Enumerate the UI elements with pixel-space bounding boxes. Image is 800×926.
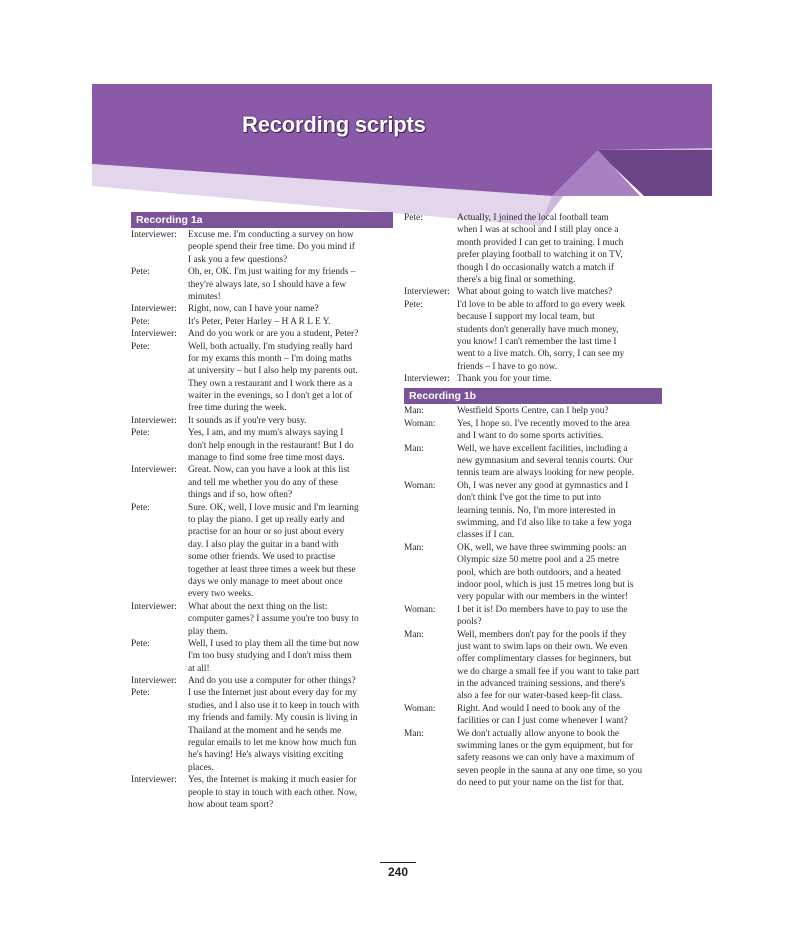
transcript-line — [131, 588, 393, 600]
transcript-line — [404, 237, 662, 249]
line-text: free time during the week. — [188, 403, 287, 414]
transcript-line — [131, 774, 393, 786]
line-text: Well, members don't pay for the pools if they — [457, 629, 627, 640]
transcript-line — [404, 715, 662, 727]
transcript-line — [404, 405, 662, 417]
transcript-line — [404, 311, 662, 323]
line-text: people to stay in touch with each other. Now, — [188, 787, 358, 798]
line-text: classes if I can. — [457, 530, 515, 541]
line-text: month provided I can get to training. I much — [457, 237, 624, 248]
transcript-line — [131, 402, 393, 414]
transcript-line — [131, 700, 393, 712]
line-text: things and if so, how often? — [188, 490, 293, 501]
line-text: It's Peter, Peter Harley – H A R L E Y. — [188, 316, 331, 327]
transcript-line — [131, 749, 393, 761]
speaker-label: Pete: — [131, 502, 150, 513]
transcript-line — [131, 601, 393, 613]
transcript-line — [131, 440, 393, 452]
line-text: indoor pool, which is just 15 metres long but is — [457, 579, 634, 590]
line-text: safety reasons we can only have a maximum of — [457, 753, 635, 764]
line-text: learning tennis. No, I'm more interested in — [457, 505, 616, 516]
speaker-label: Interviewer: — [131, 601, 177, 612]
transcript-line — [131, 254, 393, 266]
speaker-label: Pete: — [131, 638, 150, 649]
line-text: I'm too busy studying and I don't miss them — [188, 651, 352, 662]
transcript-line — [131, 626, 393, 638]
transcript-line — [131, 291, 393, 303]
line-text: Well, both actually. I'm studying really hard — [188, 341, 353, 352]
transcript-line — [404, 529, 662, 541]
transcript-line — [131, 502, 393, 514]
line-text: some other friends. We used to practise — [188, 552, 336, 563]
line-text: Thank you for your time. — [457, 374, 552, 385]
line-text: Yes, the Internet is making it much easier for — [188, 775, 357, 786]
transcript-line — [131, 787, 393, 799]
line-text: I ask you a few questions? — [188, 254, 288, 265]
speaker-label: Interviewer: — [404, 287, 450, 298]
line-text: Right, now, can I have your name? — [188, 304, 319, 315]
line-text: minutes! — [188, 291, 221, 302]
transcript-line — [131, 539, 393, 551]
line-text: and I want to do some sports activities. — [457, 431, 604, 442]
line-text: Great. Now, can you have a look at this list — [188, 465, 350, 476]
speaker-label: Man: — [404, 542, 424, 553]
line-text: computer games? I assume you're too busy to — [188, 614, 359, 625]
transcript-line — [404, 212, 662, 224]
line-text: I'd love to be able to afford to go every week — [457, 299, 626, 310]
transcript-line — [404, 591, 662, 603]
line-text: don't help enough in the restaurant! But I do — [188, 440, 354, 451]
speaker-label: Pete: — [131, 688, 150, 699]
transcript-line — [131, 266, 393, 278]
line-text: pools? — [457, 617, 482, 628]
transcript-line — [404, 443, 662, 455]
line-text: seven people in the sauna at any one time, so you — [457, 765, 643, 776]
section-heading-recording-1a: Recording 1a — [131, 212, 393, 228]
line-text: to play the piano. I get up really early and — [188, 514, 345, 525]
line-text: Actually, I joined the local football team — [457, 213, 609, 223]
speaker-label: Interviewer: — [131, 304, 177, 315]
transcript-line — [404, 567, 662, 579]
line-text: you know! I can't remember the last time I — [457, 336, 617, 347]
transcript-line — [404, 480, 662, 492]
speaker-label: Pete: — [131, 341, 150, 352]
transcript-line — [404, 418, 662, 430]
transcript-line — [131, 799, 393, 811]
speaker-label: Pete: — [131, 428, 150, 439]
line-text: every two weeks. — [188, 589, 254, 600]
transcript-line — [404, 666, 662, 678]
transcript-1b — [404, 405, 662, 789]
transcript-line — [404, 324, 662, 336]
transcript-1a — [131, 229, 393, 811]
transcript-line — [404, 554, 662, 566]
transcript-line — [131, 341, 393, 353]
transcript-line — [404, 641, 662, 653]
transcript-line — [404, 373, 662, 385]
speaker-label: Interviewer: — [131, 230, 177, 240]
line-text: Excuse me. I'm conducting a survey on how — [188, 230, 354, 240]
transcript-line — [404, 299, 662, 311]
speaker-label: Man: — [404, 728, 424, 739]
transcript-line — [131, 663, 393, 675]
line-text: at all! — [188, 663, 210, 674]
line-text: because I support my local team, but — [457, 312, 595, 323]
line-text: just want to swim laps on their own. We even — [457, 641, 628, 652]
speaker-label: Man: — [404, 629, 424, 640]
line-text: Well, we have excellent facilities, including a — [457, 443, 628, 454]
transcript-line — [404, 678, 662, 690]
right-column — [404, 212, 662, 790]
transcript-line — [131, 328, 393, 340]
line-text: days we only manage to meet about once — [188, 576, 343, 587]
transcript-line — [404, 286, 662, 298]
line-text: And do you use a computer for other things? — [188, 676, 356, 687]
transcript-line — [404, 653, 662, 665]
line-text: studies, and I also use it to keep in touch with — [188, 700, 360, 711]
speaker-label: Pete: — [404, 299, 423, 310]
speaker-label: Interviewer: — [131, 465, 177, 476]
line-text: friends – I have to go now. — [457, 361, 558, 372]
line-text: Westfield Sports Centre, can I help you? — [457, 406, 609, 417]
transcript-line — [404, 728, 662, 740]
line-text: Well, I used to play them all the time but now — [188, 638, 360, 649]
line-text: places. — [188, 762, 214, 773]
transcript-line — [404, 430, 662, 442]
line-text: they're always late, so I should have a few — [188, 279, 347, 290]
transcript-line — [131, 365, 393, 377]
transcript-line — [404, 703, 662, 715]
transcript-line — [404, 249, 662, 261]
line-text: we do charge a small fee if you want to take part — [457, 666, 640, 677]
line-text: Olympic size 50 metre pool and a 25 metre — [457, 555, 619, 566]
transcript-line — [131, 687, 393, 699]
line-text: Thailand at the moment and he sends me — [188, 725, 342, 736]
line-text: very popular with our members in the winter! — [457, 592, 629, 603]
line-text: together at least three times a week but these — [188, 564, 356, 575]
speaker-label: Interviewer: — [131, 775, 177, 786]
speaker-label: Pete: — [131, 316, 150, 327]
speaker-label: Woman: — [404, 604, 436, 615]
transcript-line — [131, 427, 393, 439]
line-text: tennis team are always looking for new people. — [457, 468, 635, 479]
line-text: how about team sport? — [188, 799, 274, 810]
line-text: for my exams this month – I'm doing maths — [188, 353, 352, 364]
line-text: It sounds as if you're very busy. — [188, 415, 307, 426]
page-title: Recording scripts — [242, 112, 426, 137]
transcript-line — [404, 765, 662, 777]
transcript-line — [131, 279, 393, 291]
transcript-line — [404, 361, 662, 373]
speaker-label: Woman: — [404, 703, 436, 714]
transcript-line — [131, 638, 393, 650]
line-text: We don't actually allow anyone to book the — [457, 728, 620, 739]
speaker-label: Interviewer: — [131, 415, 177, 426]
speaker-label: Interviewer: — [131, 676, 177, 687]
line-text: went to a live match. Oh, sorry, I can see my — [457, 349, 625, 360]
transcript-line — [131, 303, 393, 315]
line-text: my friends and family. My cousin is living in — [188, 713, 358, 724]
transcript-line — [404, 604, 662, 616]
left-column — [131, 212, 393, 811]
transcript-line — [131, 390, 393, 402]
line-text: students don't generally have much money, — [457, 324, 619, 335]
page-number: 240 — [380, 862, 416, 879]
transcript-line — [404, 467, 662, 479]
line-text: I bet it is! Do members have to pay to use the — [457, 604, 628, 615]
transcript-line — [131, 229, 393, 241]
line-text: They own a restaurant and I work there as a — [188, 378, 353, 389]
line-text: I use the Internet just about every day for my — [188, 688, 357, 699]
transcript-line — [131, 316, 393, 328]
transcript-1a-continued — [404, 212, 662, 385]
line-text: Oh, er, OK. I'm just waiting for my friends – — [188, 267, 356, 278]
transcript-line — [131, 576, 393, 588]
transcript-line — [404, 348, 662, 360]
transcript-line — [404, 262, 662, 274]
line-text: manage to find some free time most days. — [188, 453, 345, 464]
line-text: What about the next thing on the list: — [188, 601, 328, 612]
line-text: waiter in the evenings, so I don't get a lot of — [188, 391, 353, 402]
speaker-label: Interviewer: — [404, 374, 450, 385]
transcript-line — [131, 452, 393, 464]
section-heading-recording-1b: Recording 1b — [404, 388, 662, 404]
transcript-line — [131, 650, 393, 662]
line-text: swimming lanes or the gym equipment, but for — [457, 741, 634, 752]
transcript-line — [404, 336, 662, 348]
speaker-label: Man: — [404, 443, 424, 454]
transcript-line — [404, 455, 662, 467]
transcript-line — [404, 579, 662, 591]
transcript-line — [404, 740, 662, 752]
speaker-label: Woman: — [404, 480, 436, 491]
line-text: there's a big final or something. — [457, 274, 576, 285]
transcript-line — [131, 526, 393, 538]
line-text: Yes, I hope so. I've recently moved to the area — [457, 418, 630, 429]
line-text: he's having! He's always visiting exciting — [188, 750, 344, 761]
transcript-line — [131, 378, 393, 390]
line-text: and tell me whether you do any of these — [188, 477, 338, 488]
line-text: facilities or can I just come whenever I want? — [457, 716, 628, 727]
line-text: offer complimentary classes for beginners, but — [457, 654, 632, 665]
line-text: And do you work or are you a student, Peter? — [188, 329, 359, 340]
transcript-line — [131, 551, 393, 563]
transcript-line — [404, 629, 662, 641]
line-text: when I was at school and I still play once a — [457, 225, 619, 236]
transcript-line — [404, 777, 662, 789]
transcript-line — [404, 224, 662, 236]
line-text: at university – but I also help my parents out. — [188, 366, 358, 377]
transcript-line — [131, 762, 393, 774]
speaker-label: Man: — [404, 406, 424, 417]
transcript-line — [404, 752, 662, 764]
speaker-label: Pete: — [404, 213, 423, 223]
line-text: prefer playing football to watching it on TV, — [457, 250, 623, 261]
transcript-line — [131, 564, 393, 576]
transcript-line — [404, 517, 662, 529]
line-text: play them. — [188, 626, 228, 637]
line-text: What about going to watch live matches? — [457, 287, 613, 298]
transcript-line — [404, 274, 662, 286]
line-text: don't think I've got the time to put into — [457, 493, 601, 504]
transcript-line — [131, 241, 393, 253]
transcript-line — [404, 542, 662, 554]
line-text: Oh, I was never any good at gymnastics and I — [457, 480, 629, 491]
line-text: in the advanced training sessions, and there's — [457, 679, 626, 690]
line-text: practise for an hour or so just about every — [188, 527, 345, 538]
transcript-line — [131, 514, 393, 526]
speaker-label: Pete: — [131, 267, 150, 278]
line-text: Yes, I am, and my mum's always saying I — [188, 428, 344, 439]
line-text: regular emails to let me know how much fun — [188, 738, 357, 749]
line-text: also a fee for our water-based keep-fit class. — [457, 691, 623, 702]
transcript-line — [131, 489, 393, 501]
transcript-line — [131, 725, 393, 737]
transcript-line — [404, 505, 662, 517]
line-text: Right. And would I need to book any of the — [457, 703, 620, 714]
line-text: people spend their free time. Do you mind if — [188, 242, 355, 253]
transcript-line — [131, 477, 393, 489]
transcript-line — [131, 737, 393, 749]
transcript-line — [131, 415, 393, 427]
transcript-line — [404, 616, 662, 628]
line-text: do need to put your name on the list for that. — [457, 778, 624, 789]
line-text: pool, which are both outdoors, and a heated — [457, 567, 621, 578]
transcript-line — [131, 613, 393, 625]
line-text: though I do occasionally watch a match if — [457, 262, 614, 273]
transcript-line — [131, 464, 393, 476]
speaker-label: Woman: — [404, 418, 436, 429]
line-text: swimming, and I'd also like to take a few yoga — [457, 517, 632, 528]
transcript-line — [404, 690, 662, 702]
transcript-line — [131, 353, 393, 365]
line-text: Sure. OK, well, I love music and I'm learning — [188, 502, 359, 513]
transcript-line — [131, 675, 393, 687]
speaker-label: Interviewer: — [131, 329, 177, 340]
line-text: OK, well, we have three swimming pools: an — [457, 542, 627, 553]
line-text: day. I also play the guitar in a band with — [188, 539, 339, 550]
transcript-line — [404, 492, 662, 504]
line-text: new gymnasium and several tennis courts. Our — [457, 456, 633, 467]
transcript-line — [131, 712, 393, 724]
